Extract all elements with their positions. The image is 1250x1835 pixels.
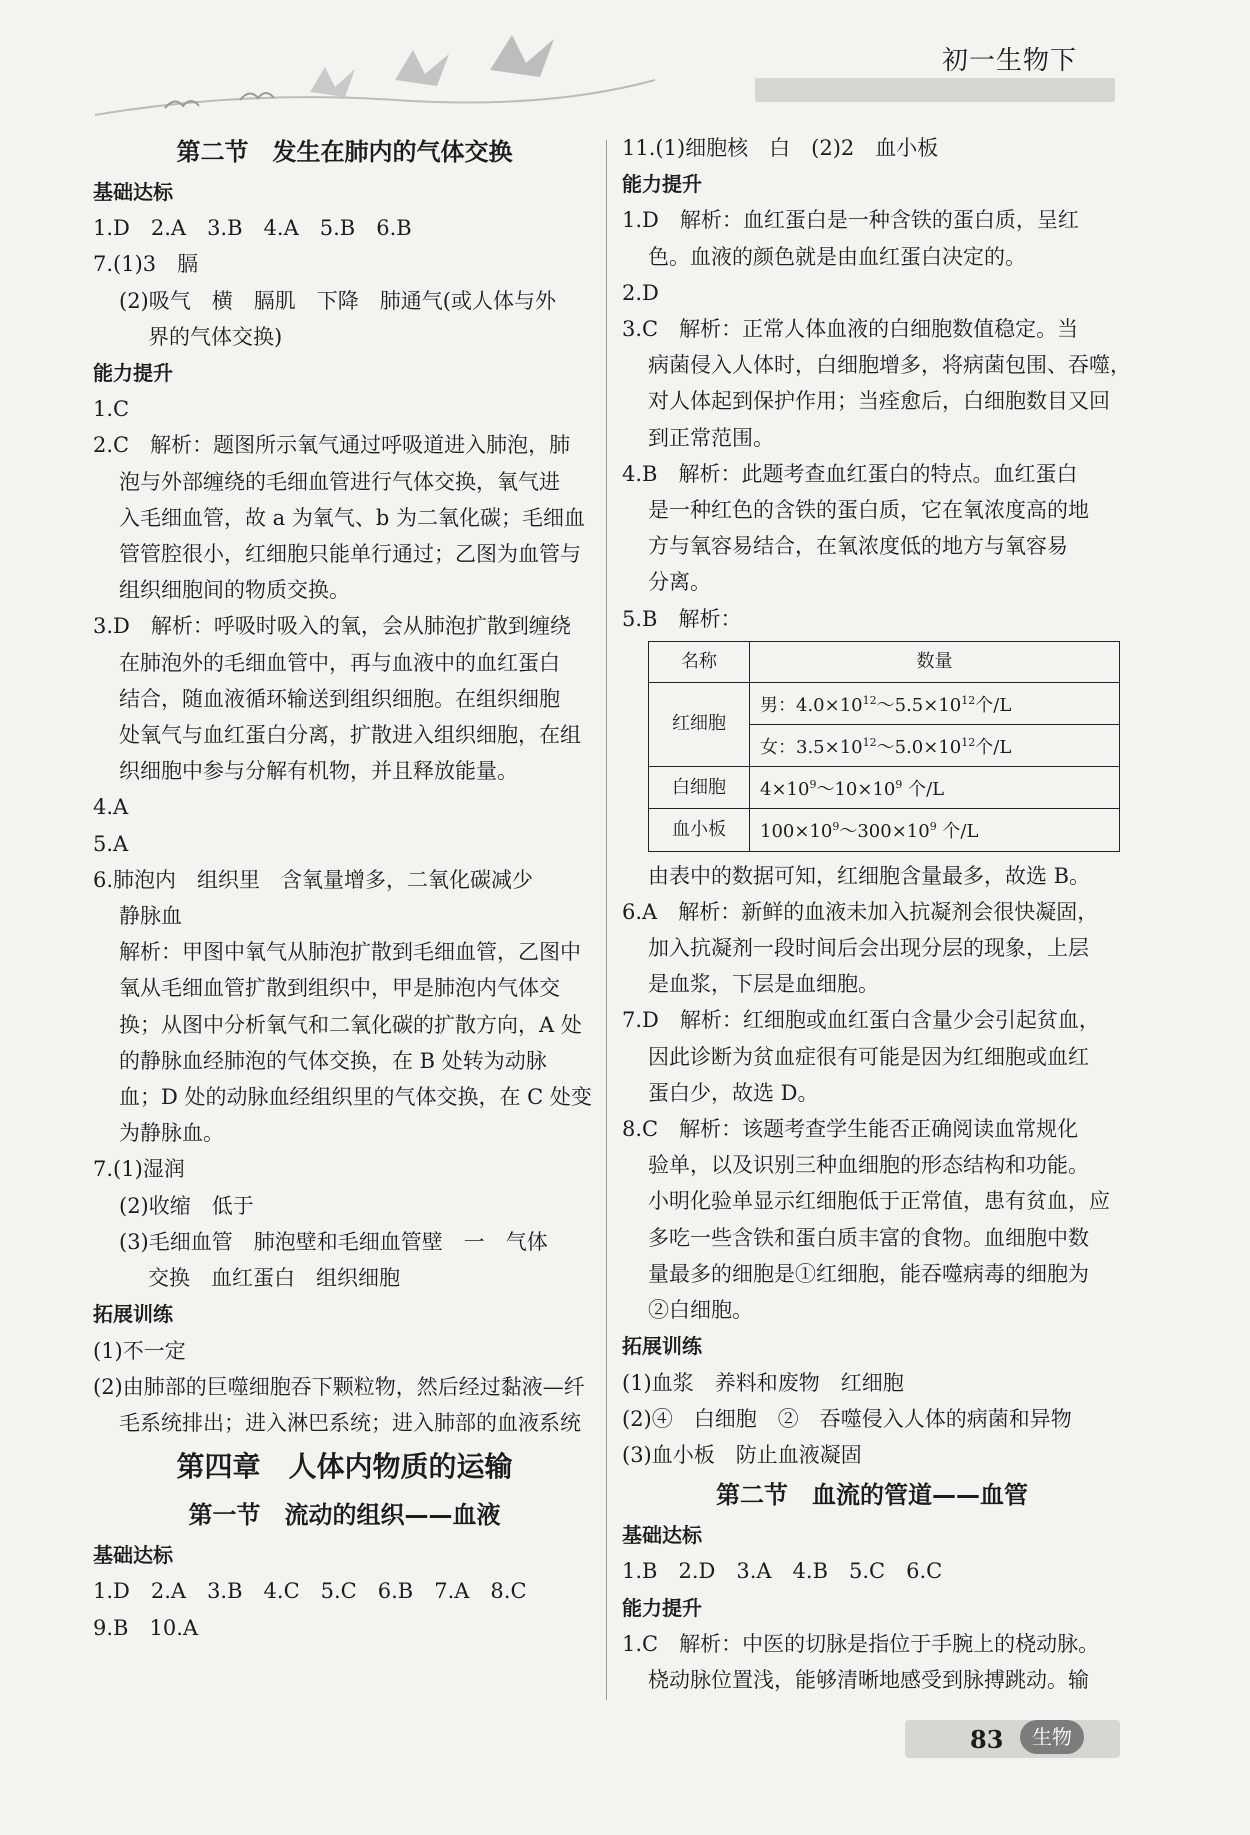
- answer-line: 1.D 2.A 3.B 4.C 5.C 6.B 7.A 8.C: [93, 1579, 527, 1604]
- answer-line: 毛系统排出；进入淋巴系统；进入肺部的血液系统: [119, 1410, 581, 1435]
- answer-line: 3.D 解析：呼吸时吸入的氧，会从肺泡扩散到缠绕: [93, 614, 571, 639]
- answer-line: (1)血浆 养料和废物 红细胞: [622, 1370, 904, 1395]
- answer-line: 处氧气与血红蛋白分离，扩散进入组织细胞，在组: [119, 723, 581, 748]
- table-cell-rbc: 红细胞: [649, 682, 750, 766]
- answer-line: 蛋白少，故选 D。: [648, 1080, 819, 1105]
- answer-line: (2)④ 白细胞 ② 吞噬侵入人体的病菌和异物: [622, 1406, 1072, 1431]
- table-cell-platelet-value: $100\times 10^9\sim 300\times 10^9$ 个/L: [750, 809, 1120, 851]
- column-divider: [606, 140, 607, 1700]
- answer-line: 氧从毛细血管扩散到组织中，甲是肺泡内气体交: [119, 976, 560, 1001]
- answer-line: (3)血小板 防止血液凝固: [622, 1442, 862, 1467]
- answer-line: 组织细胞间的物质交换。: [119, 578, 350, 603]
- ability-label: 能力提升: [93, 361, 173, 386]
- ability-label: 能力提升: [622, 172, 702, 197]
- section-title: 第一节 流动的组织——血液: [188, 1501, 501, 1530]
- answer-line: 结合，随血液循环输送到组织细胞。在组织细胞: [119, 686, 560, 711]
- answer-line: 织细胞中参与分解有机物，并且释放能量。: [119, 759, 518, 784]
- answer-line: 对人体起到保护作用；当痊愈后，白细胞数目又回: [648, 389, 1110, 414]
- answer-line: 11.(1)细胞核 白 (2)2 血小板: [622, 136, 939, 160]
- page-number: 83: [970, 1725, 1004, 1754]
- answer-line: 是血浆，下层是血细胞。: [648, 972, 879, 997]
- chapter-title: 第四章 人体内物质的运输: [176, 1450, 513, 1484]
- answer-line: (2)由肺部的巨噬细胞吞下颗粒物，然后经过黏液—纤: [93, 1374, 585, 1399]
- answer-line: 桡动脉位置浅，能够清晰地感受到脉搏跳动。输: [648, 1667, 1089, 1692]
- answer-line: (2)收缩 低于: [119, 1193, 254, 1218]
- table-row: [649, 641, 1120, 682]
- answer-line: 多吃一些含铁和蛋白质丰富的食物。血细胞中数: [648, 1225, 1089, 1250]
- basic-label: 基础达标: [93, 1543, 173, 1568]
- answer-line: 入毛细血管，故 a 为氧气、b 为二氧化碳；毛细血: [119, 505, 585, 530]
- table-row: [649, 809, 1120, 851]
- basic-label: 基础达标: [93, 180, 173, 204]
- section-title: 第二节 血流的管道——血管: [716, 1481, 1028, 1510]
- answer-line: 2.C 解析：题图所示氧气通过呼吸道进入肺泡，肺: [93, 433, 571, 458]
- birds-decoration-icon: [95, 20, 655, 130]
- answer-line: 2.D: [622, 280, 659, 305]
- footer-bar: [905, 1720, 1120, 1758]
- answer-line: 7.(1)湿润: [93, 1157, 185, 1182]
- answer-line: 9.B 10.A: [93, 1615, 199, 1640]
- table-header-quantity: 数量: [750, 641, 1120, 682]
- right-column: [622, 130, 1131, 1698]
- answer-line: (1)不一定: [93, 1338, 186, 1363]
- page-header-title: 初一生物下: [942, 46, 1078, 76]
- table-cell-rbc-male: 男：$4.0\times 10^{12}\sim 5.5\times 10^{12}$个/L: [750, 682, 1120, 724]
- answer-line: 由表中的数据可知，红细胞含量最多，故选 B。: [648, 863, 1091, 888]
- answer-line: 加入抗凝剂一段时间后会出现分层的现象，上层: [648, 936, 1089, 961]
- blood-cell-table: [648, 641, 1120, 852]
- table-row: [649, 767, 1120, 809]
- answer-line: 病菌侵入人体时，白细胞增多，将病菌包围、吞噬，: [648, 353, 1131, 378]
- answer-line: 为静脉血。: [119, 1121, 224, 1146]
- answer-line: 解析：甲图中氧气从肺泡扩散到毛细血管，乙图中: [119, 940, 581, 965]
- extension-label: 拓展训练: [93, 1302, 173, 1327]
- answer-line: 3.C 解析：正常人体血液的白细胞数值稳定。当: [622, 317, 1079, 342]
- answer-line: (2)吸气 横 膈肌 下降 肺通气(或人体与外: [119, 288, 556, 313]
- answer-line: 8.C 解析：该题考查学生能否正确阅读血常规化: [622, 1117, 1079, 1142]
- extension-label: 拓展训练: [622, 1334, 702, 1359]
- answer-line: 界的气体交换): [148, 324, 283, 349]
- answer-line: 5.A: [93, 831, 129, 856]
- answer-line: 色。血液的颜色就是由血红蛋白决定的。: [648, 244, 1026, 269]
- answer-line: (3)毛细血管 肺泡壁和毛细血管壁 一 气体: [119, 1229, 548, 1254]
- answer-line: 小明化验单显示红细胞低于正常值，患有贫血，应: [648, 1189, 1110, 1214]
- answer-line: 4.B 解析：此题考查血红蛋白的特点。血红蛋白: [622, 461, 1078, 486]
- answer-line: 静脉血: [119, 904, 182, 929]
- answer-line: 因此诊断为贫血症很有可能是因为红细胞或血红: [648, 1044, 1089, 1069]
- answer-line: 6.肺泡内 组织里 含氧量增多，二氧化碳减少: [93, 867, 534, 892]
- answer-line: 1.C: [93, 397, 130, 422]
- answer-line: 5.B 解析：: [622, 606, 742, 631]
- answer-line: 血；D 处的动脉血经组织里的气体交换，在 C 处变: [119, 1085, 592, 1110]
- subject-badge: 生物: [1020, 1720, 1084, 1754]
- table-cell-wbc: 白细胞: [649, 767, 750, 809]
- answer-line: 1.D 2.A 3.B 4.A 5.B 6.B: [93, 216, 412, 241]
- ability-label: 能力提升: [622, 1595, 702, 1620]
- header-bar: [755, 78, 1115, 102]
- answer-line: 1.D 解析：血红蛋白是一种含铁的蛋白质，呈红: [622, 208, 1079, 233]
- table-header-name: 名称: [649, 641, 750, 682]
- basic-label: 基础达标: [622, 1523, 702, 1548]
- left-column: [93, 130, 596, 1646]
- answer-line: 是一种红色的含铁的蛋白质，它在氧浓度高的地: [648, 498, 1089, 523]
- answer-line: 分离。: [648, 570, 711, 595]
- answer-line: 管管腔很小，红细胞只能单行通过；乙图为血管与: [119, 542, 581, 567]
- table-cell-rbc-female: 女：$3.5\times 10^{12}\sim 5.0\times 10^{12}$个/L: [750, 725, 1120, 767]
- answer-line: 4.A: [93, 795, 129, 820]
- table-cell-platelet: 血小板: [649, 809, 750, 851]
- table-cell-wbc-value: $4\times 10^9\sim 10\times 10^9$ 个/L: [750, 767, 1120, 809]
- answer-line: 泡与外部缠绕的毛细血管进行气体交换，氧气进: [119, 469, 560, 494]
- answer-line: 7.(1)3 膈: [93, 252, 199, 277]
- table-row: [649, 682, 1120, 724]
- answer-line: 验单，以及识别三种血细胞的形态结构和功能。: [648, 1153, 1089, 1178]
- answer-line: 1.B 2.D 3.A 4.B 5.C 6.C: [622, 1559, 943, 1584]
- answer-line: 量最多的细胞是①红细胞，能吞噬病毒的细胞为: [648, 1261, 1089, 1286]
- answer-line: 1.C 解析：中医的切脉是指位于手腕上的桡动脉。: [622, 1631, 1100, 1656]
- answer-line: 换；从图中分析氧气和二氧化碳的扩散方向，A 处: [119, 1012, 582, 1037]
- section-title: 第二节 发生在肺内的气体交换: [176, 138, 513, 166]
- answer-line: 方与氧容易结合，在氧浓度低的地方与氧容易: [648, 534, 1068, 559]
- answer-line: 在肺泡外的毛细血管中，再与血液中的血红蛋白: [119, 650, 560, 675]
- answer-line: ②白细胞。: [648, 1298, 753, 1323]
- answer-line: 到正常范围。: [648, 425, 774, 450]
- answer-line: 7.D 解析：红细胞或血红蛋白含量少会引起贫血，: [622, 1008, 1100, 1033]
- answer-line: 的静脉血经肺泡的气体交换，在 B 处转为动脉: [119, 1048, 547, 1073]
- answer-line: 交换 血红蛋白 组织细胞: [148, 1266, 400, 1291]
- answer-line: 6.A 解析：新鲜的血液未加入抗凝剂会很快凝固，: [622, 899, 1099, 924]
